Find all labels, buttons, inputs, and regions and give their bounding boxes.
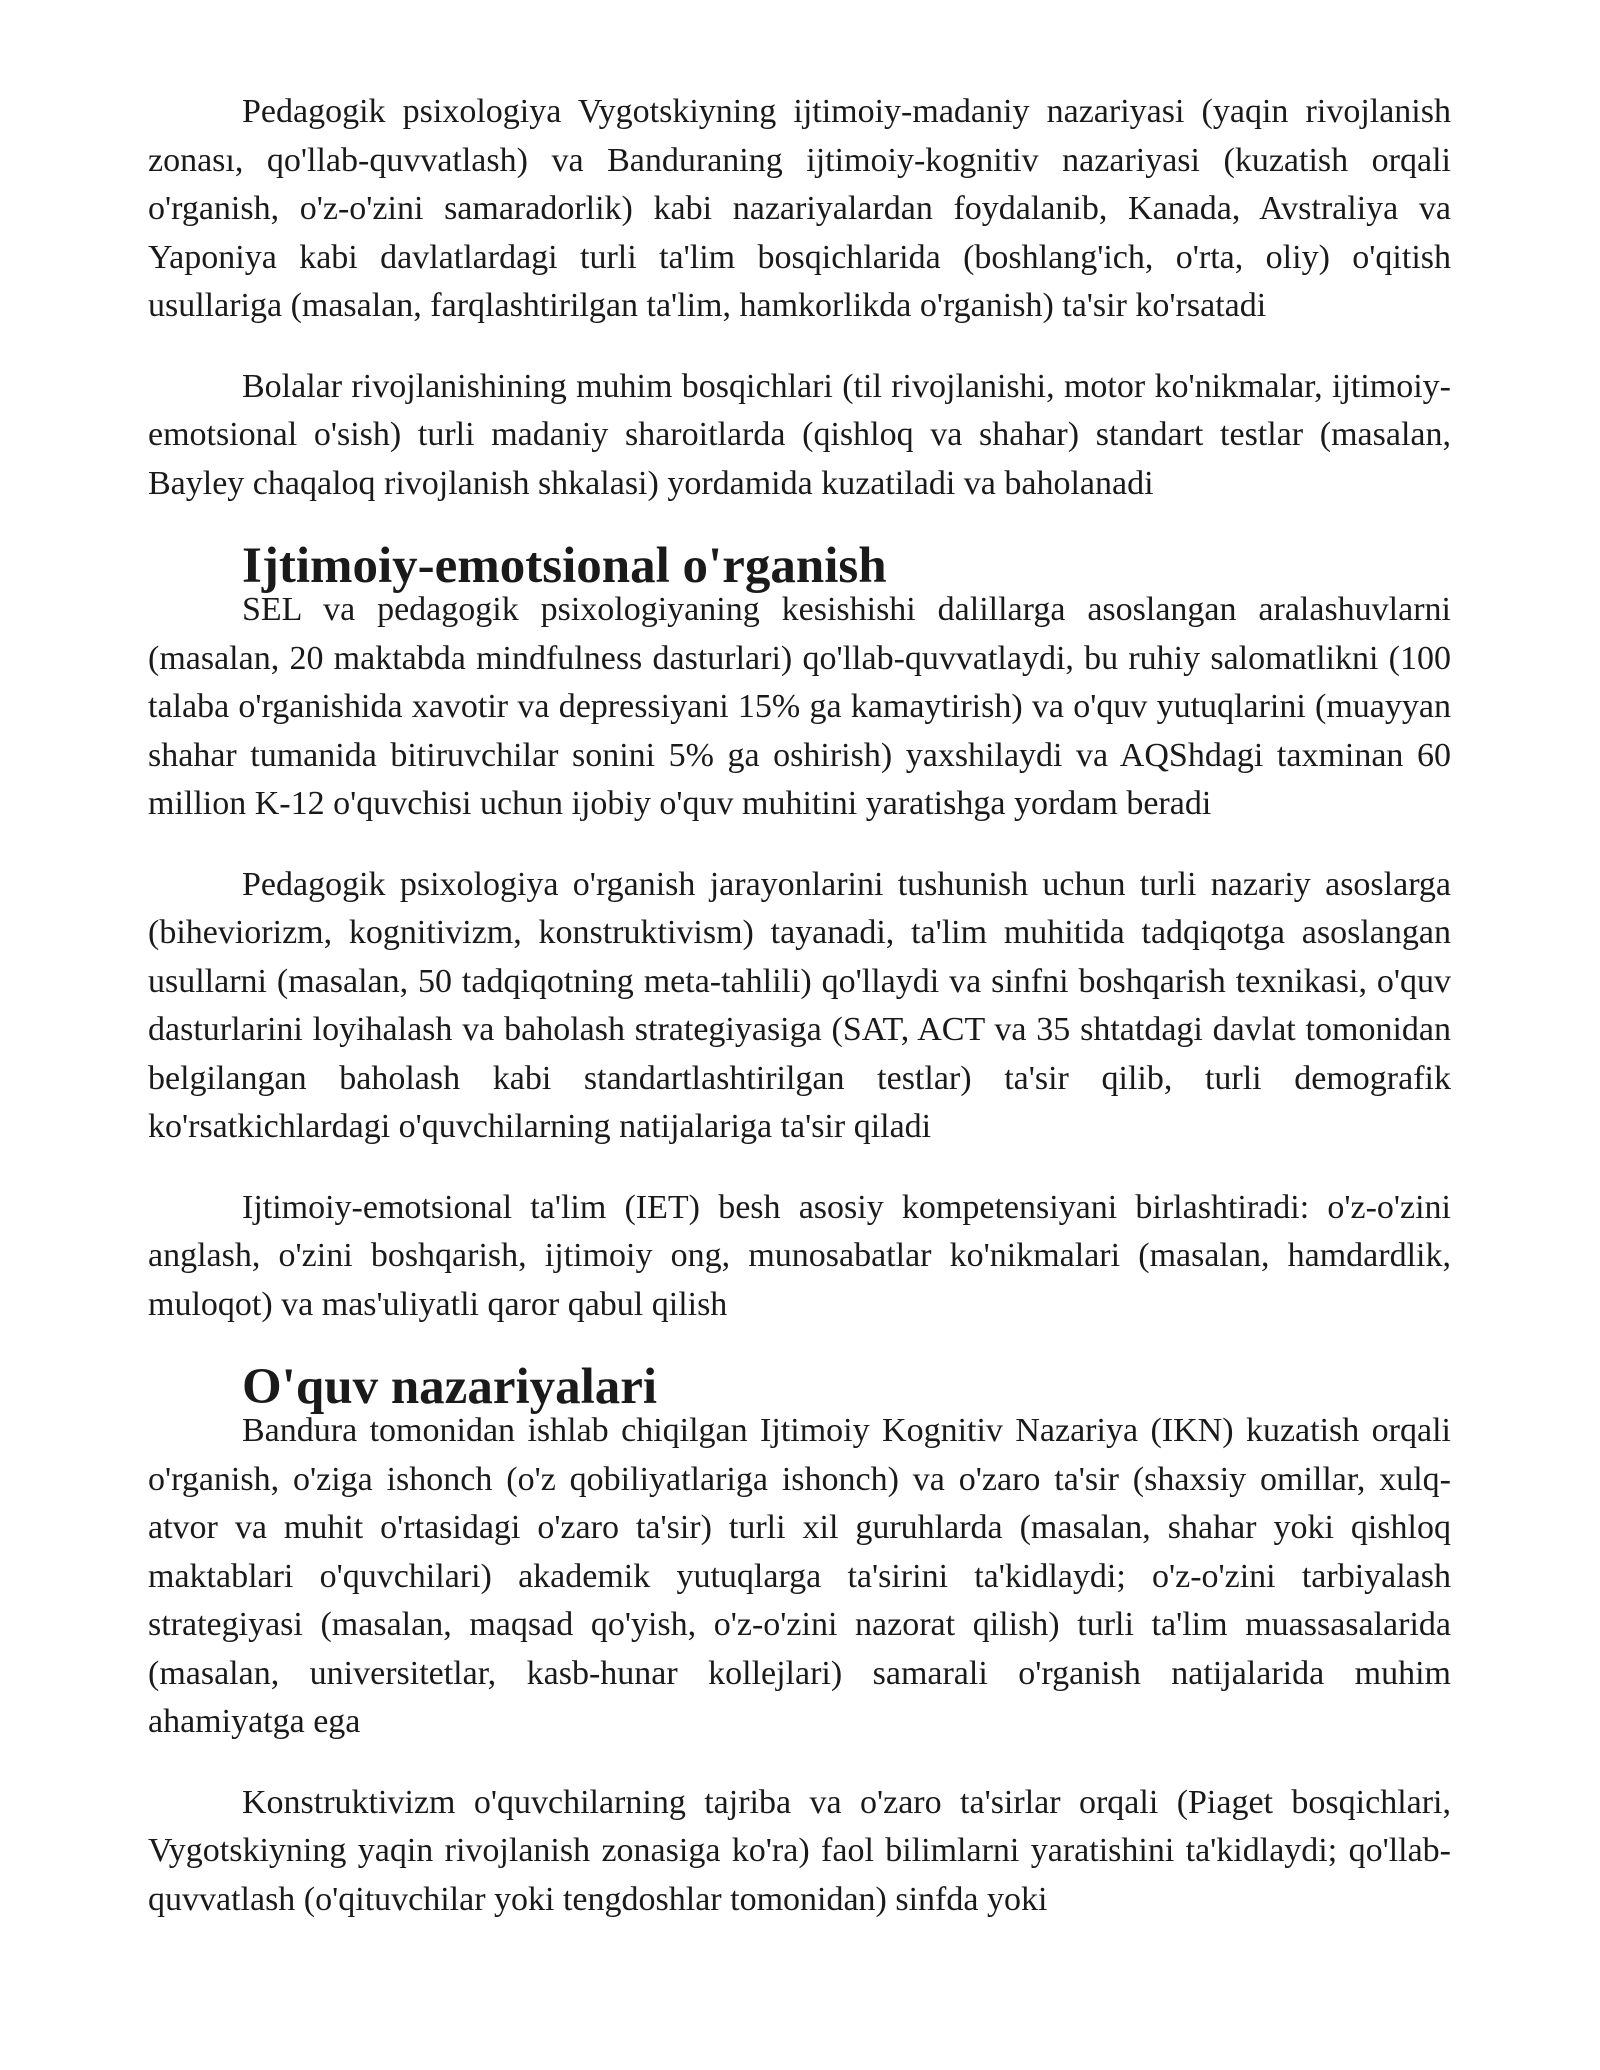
paragraph: Pedagogik psixologiya Vygotskiyning ijtimoiy-madaniy nazariyasi (yaqin rivojlanish zonası, qo'llab-quvvatlash) va Banduraning ijtimoiy-kognitiv nazariyasi (kuzatish orqali o'rganish, o'z-o'zini samaradorlik) kabi nazariyalardan foydalanib, Kanada, Avstraliya va Yaponiya kabi davlatlardagi turli ta'lim bosqichlarida (boshlang'ich, o'rta, oliy) o'qitish usullariga (masalan, farqlashtirilgan ta'lim, hamkorlikda o'rganish) ta'sir ko'rsatadi — [148, 93, 1451, 324]
document-page — [148, 88, 1451, 1924]
paragraph-gap — [148, 1747, 1451, 1779]
paragraph: Konstruktivizm o'quvchilarning tajriba va o'zaro ta'sirlar orqali (Piaget bosqichlari, Vygotskiyning yaqin rivojlanish zonasiga ko'ra) faol bilimlarni yaratishini ta'kidlaydi; qo'llab-quvvatlash (o'qituvchilar yoki tengdoshlar tomonidan) sinfda yoki — [148, 1783, 1451, 1918]
paragraph: SEL va pedagogik psixologiyaning kesishishi dalillarga asoslangan aralashuvlarni (masalan, 20 maktabda mindfulness dasturlari) qo'llab-quvvatlaydi, bu ruhiy salomatlikni (100 talaba o'rganishida xavotir va depressiyani 15% ga kamaytirish) va o'quv yutuqlarini (muayyan shahar tumanida bitiruvchilar sonini 5% ga oshirish) yaxshilaydi va AQShdagi taxminan 60 million K-12 o'quvchisi uchun ijobiy o'quv muhitini yaratishga yordam beradi — [148, 591, 1451, 822]
paragraph-gap — [148, 331, 1451, 363]
section-heading: O'quv nazariyalari — [242, 1359, 658, 1415]
paragraph: Bolalar rivojlanishining muhim bosqichlari (til rivojlanishi, motor ko'nikmalar, ijtimoiy-emotsional o'sish) turli madaniy sharoitlarda (qishloq va shahar) standart testlar (masalan, Bayley chaqaloq rivojlanish shkalasi) yordamida kuzatiladi va baholanadi — [148, 367, 1451, 502]
paragraph: Ijtimoiy-emotsional ta'lim (IET) besh asosiy kompetensiyani birlashtiradi: o'z-o'zini anglash, o'zini boshqarish, ijtimoiy ong, munosabatlar ko'nikmalari (masalan, hamdardlik, muloqot) va mas'uliyatli qaror qabul qilish — [148, 1188, 1451, 1323]
paragraph-gap — [148, 1152, 1451, 1184]
paragraph-gap — [148, 829, 1451, 861]
paragraph: Pedagogik psixologiya o'rganish jarayonlarini tushunish uchun turli nazariy asoslarga (biheviorizm, kognitivizm, konstruktivism) tayanadi, ta'lim muhitida tadqiqotga asoslangan usullarni (masalan, 50 tadqiqotning meta-tahlili) qo'llaydi va sinfni boshqarish texnikasi, o'quv dasturlarini loyihalash va baholash strategiyasiga (SAT, ACT va 35 shtatdagi davlat tomonidan belgilangan baholash kabi standartlashtirilgan testlar) ta'sir qilib, turli demografik ko'rsatkichlardagi o'quvchilarning natijalariga ta'sir qiladi — [148, 865, 1451, 1145]
section-heading: Ijtimoiy-emotsional o'rganish — [242, 538, 887, 594]
paragraph: Bandura tomonidan ishlab chiqilgan Ijtimoiy Kognitiv Nazariya (IKN) kuzatish orqali o'rganish, o'ziga ishonch (o'z qobiliyatlariga ishonch) va o'zaro ta'sir (shaxsiy omillar, xulq-atvor va muhit o'rtasidagi o'zaro ta'sir) turli xil guruhlarda (masalan, shahar yoki qishloq maktablari o'quvchilari) akademik yutuqlarga ta'sirini ta'kidlaydi; o'z-o'zini tarbiyalash strategiyasi (masalan, maqsad qo'yish, o'z-o'zini nazorat qilish) turli ta'lim muassasalarida (masalan, universitetlar, kasb-hunar kollejlari) samarali o'rganish natijalarida muhim ahamiyatga ega — [148, 1412, 1451, 1740]
